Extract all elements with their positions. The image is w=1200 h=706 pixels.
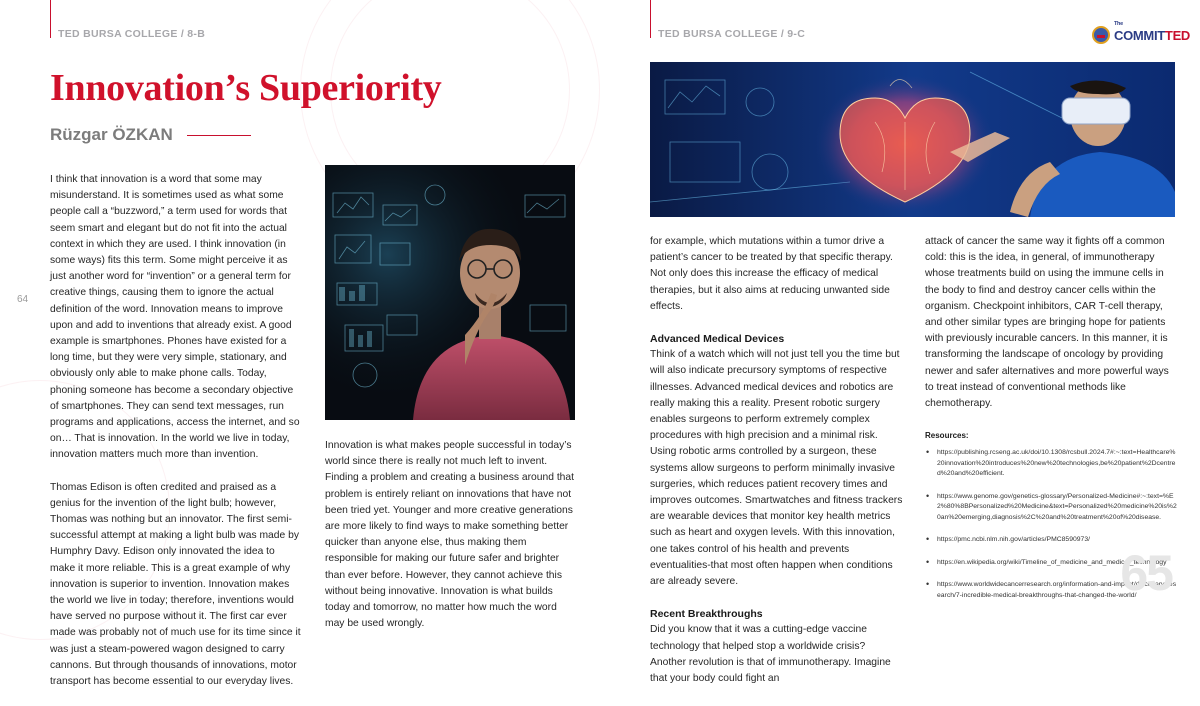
right-page: [600, 0, 1200, 685]
magazine-logo: [1092, 20, 1191, 44]
paragraph: I think that innovation is a word that some may misunderstand. It is sometimes used as what some people call a “buzzword,” a term used for words that seem smart and elegant but do not fit into the actual context in which they are used. I think innovation (in some ways) fits this term. Some might perceive it as just another word for “invention” or a general term for creative things, causing them to ignore the actual definition of the word. Innovation means to improve upon and add to inventions that already exist. A good example is smartphones. Phones have existed for a long time, but they were very simple, stationary, and obviously only able to make phone calls. Today, phoning someone has become a secondary objective of smartphones. They can send text messages, run programs and applications, access the internet, and so on… That is innovation. In the world we live in today, innovation matters much more than invention.: [50, 174, 300, 461]
section-heading: Advanced Medical Devices: [650, 333, 785, 346]
vr-heart-photo: [650, 62, 1175, 217]
logo-wordmark: The COMMITTED: [1114, 20, 1191, 43]
page-number: 65: [1120, 545, 1172, 601]
page-number: 64: [17, 294, 29, 305]
logo-emblem-icon: [1092, 26, 1110, 44]
paragraph: attack of cancer the same way it fights off a common cold: this is the idea, in general, of immunotherapy whose treatments build on using the immune cells in the body to find and destroy cancer cells within the organism. Checkpoint inhibitors, CAR T-cell therapy, and other similar types are bringing hope for patients with previously incurable cancers. In this manner, it is transforming the landscape of oncology by providing newer and safer alternatives and more powerful ways to treat instead of conventional methods like chemotherapy.: [925, 236, 1169, 410]
paragraph: for example, which mutations within a tumor drive a patient’s cancer to be treated by that specific therapy. Not only does this increase the efficacy of medical therapies, but it also aims at reducing unwanted side effects.: [650, 236, 893, 312]
resource-link[interactable]: • https://publishing.rcseng.ac.uk/doi/10.1308/rcsbull.2024.7#:~:text=Healthcare%20innovation%20introduces%20new%20technologies,be%20patient%2Dcentred%20and%20efficient.: [925, 448, 1177, 480]
resource-link[interactable]: • https://pmc.ncbi.nlm.nih.gov/articles/PMC8590973/: [925, 535, 1177, 546]
author-name: Rüzgar ÖZKAN: [50, 125, 173, 144]
section-heading: Recent Breakthroughs: [650, 608, 763, 621]
running-head: TED BURSA COLLEGE / 9-C: [658, 28, 806, 40]
running-head: TED BURSA COLLEGE / 8-B: [58, 28, 206, 40]
header-accent-line: [650, 0, 651, 38]
paragraph: Did you know that it was a cutting-edge vaccine technology that helped stop a worldwide crisis? Another revolution is that of immunotherapy. Imagine that your body could fight an: [650, 624, 891, 685]
thinker-illustration: [325, 165, 575, 420]
byline: [50, 125, 251, 145]
byline-rule: [187, 135, 251, 136]
paragraph: Thomas Edison is often credited and praised as a genius for the invention of the light bulb; however, Thomas was nothing but an innovator. The first semi-successful attempt at making a light bulb was made by Humphry Davy. Edison only innovated the idea to make it more reliable. This is a great example of why innovation is superior to invention. Innovation makes the world we live in today; therefore, inventions would have served no purpose without it. The first car ever made was probably not of much use for its time since it was just a steam-powered wagon designed to carry cannons. But through thousands of innovations, motor transport has become essential to our everyday lives.: [50, 481, 301, 688]
resource-link[interactable]: • https://www.genome.gov/genetics-glossary/Personalized-Medicine#:~:text=%E2%80%8BPersonalized%20Medicine&text=Personalized%20medicine%20is%20an%20emerging,diagnosis%2C%20and%20treatment%20of%20disease.: [925, 492, 1177, 524]
vr-heart-illustration: [650, 62, 1175, 217]
paragraph: Innovation is what makes people successful in today’s world since there is really not much left to invent. Finding a problem and creating a business around that problem is entirely reliant on innovations that have not been tried yet. Younger and more creative generations are more likely to find ways to make something better quicker than anyone else, thus making them responsible for making our future safer and brighter than ever before. However, they cannot achieve this without being innovative. Innovation is what builds today and tomorrow, no matter how much the word may be used wrongly.: [325, 440, 575, 630]
resource-link[interactable]: • https://www.worldwidecancerresearch.org/information-and-impact/discovery-research/7-incredible-medical-breakthroughs-that-changed-the-world/: [925, 580, 1177, 601]
paragraph: Think of a watch which will not just tell you the time but will also indicate precursory symptoms of respective illnesses. Advanced medical devices and robotics are really making this a reality. Present robotic surgery enables surgeons to perform extremely complex procedures with high precision and a minimal risk. Using robotic arms controlled by a surgeon, these systems allow surgeons to perform minimally invasive surgeries, which reduces patient recovery times and improves outcomes. Smartwatches and fitness trackers are wearable devices that monitor key health metrics such as heart and oxygen levels. With this innovation, one takes control of his health and prevents eventualities-that most often happen when conditions are already severe.: [650, 349, 903, 588]
column-1: [650, 234, 903, 703]
resources-heading: Resources:: [925, 431, 969, 441]
column-2: [325, 438, 575, 648]
left-page: [0, 0, 600, 688]
article-title: Innovation’s Superiority: [50, 67, 442, 109]
column-1: [50, 172, 302, 706]
thinker-photo: [325, 165, 575, 420]
resource-link[interactable]: • https://en.wikipedia.org/wiki/Timeline_of_medicine_and_medical_technology: [925, 558, 1177, 569]
header-accent-line: [50, 0, 51, 38]
